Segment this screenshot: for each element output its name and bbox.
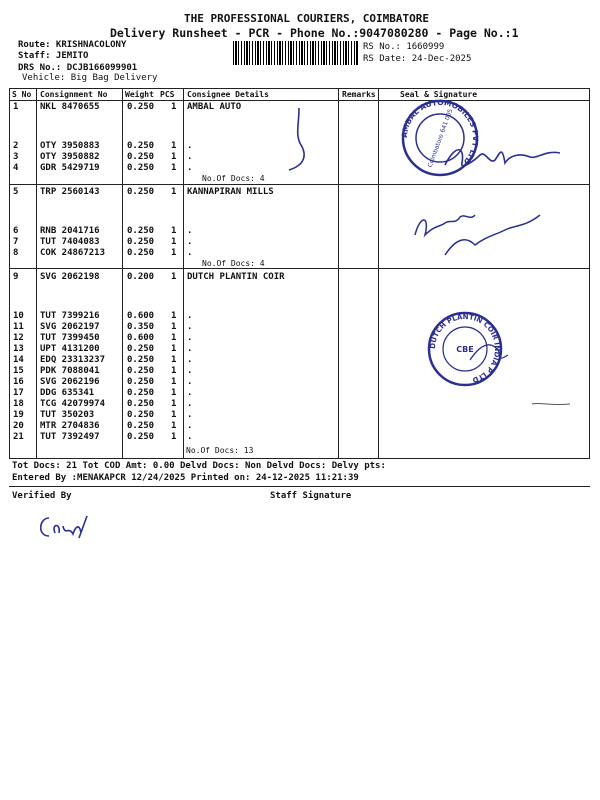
drs-number: DRS No.: DCJB166099901 <box>18 63 138 73</box>
row-weight: 0.250 <box>127 344 155 354</box>
row-dot: . <box>187 388 193 398</box>
table-bottom-rule <box>9 458 590 459</box>
row-weight: 0.250 <box>127 421 155 431</box>
row-sno: 6 <box>13 226 19 236</box>
page-title: Delivery Runsheet - PCR - Phone No.:9047080280 - Page No.:1 <box>110 26 519 40</box>
row-pcs: 1 <box>171 355 177 365</box>
row-consignment: TUT 350203 <box>40 410 95 420</box>
staff-signature-label: Staff Signature <box>270 491 352 501</box>
row-dot: . <box>187 333 193 343</box>
row-dot: . <box>187 344 193 354</box>
margin-mark <box>530 398 575 410</box>
row-pcs: 1 <box>171 377 177 387</box>
signature-scribble <box>285 105 315 175</box>
row-consignment: RNB 2041716 <box>40 226 100 236</box>
signature-scribble <box>440 135 570 180</box>
col-header-pcs: PCS <box>160 90 175 99</box>
consignee-name: DUTCH PLANTIN COIR <box>187 272 285 282</box>
row-weight: 0.250 <box>127 187 155 197</box>
row-consignment: GDR 5429719 <box>40 163 100 173</box>
row-pcs: 1 <box>171 388 177 398</box>
row-weight: 0.200 <box>127 272 155 282</box>
row-consignment: DDG 635341 <box>40 388 95 398</box>
row-pcs: 1 <box>171 187 177 197</box>
row-consignment: COK 24867213 <box>40 248 106 258</box>
row-dot: . <box>187 366 193 376</box>
col-header-remarks: Remarks <box>342 90 376 99</box>
row-pcs: 1 <box>171 333 177 343</box>
row-weight: 0.250 <box>127 141 155 151</box>
row-weight: 0.250 <box>127 237 155 247</box>
row-sno: 7 <box>13 237 19 247</box>
row-dot: . <box>187 163 193 173</box>
row-sno: 14 <box>13 355 24 365</box>
table-top-rule <box>9 88 590 89</box>
row-consignment: SVG 2062197 <box>40 322 100 332</box>
row-sno: 12 <box>13 333 24 343</box>
row-sno: 9 <box>13 272 19 282</box>
row-consignment: NKL 8470655 <box>40 102 100 112</box>
row-sno: 2 <box>13 141 19 151</box>
row-dot: . <box>187 355 193 365</box>
row-consignment: TUT 7392497 <box>40 432 100 442</box>
row-pcs: 1 <box>171 141 177 151</box>
row-pcs: 1 <box>171 152 177 162</box>
row-consignment: TUT 7399450 <box>40 333 100 343</box>
row-weight: 0.250 <box>127 388 155 398</box>
row-dot: . <box>187 432 193 442</box>
row-pcs: 1 <box>171 272 177 282</box>
row-weight: 0.250 <box>127 248 155 258</box>
ambal-stamp-ring-text: AMBAL AUTOMOBILES PVT LTD <box>399 98 481 167</box>
row-weight: 0.250 <box>127 152 155 162</box>
footer-rule <box>9 486 590 487</box>
table-row <box>0 410 600 421</box>
row-sno: 15 <box>13 366 24 376</box>
row-weight: 0.250 <box>127 163 155 173</box>
row-pcs: 1 <box>171 163 177 173</box>
no-of-docs: No.Of Docs: 13 <box>186 446 254 455</box>
row-sno: 8 <box>13 248 19 258</box>
row-sno: 11 <box>13 322 24 332</box>
dutch-stamp-center-text: CBE <box>456 345 474 354</box>
no-of-docs: No.Of Docs: 4 <box>202 174 265 183</box>
row-weight: 0.350 <box>127 322 155 332</box>
row-dot: . <box>187 410 193 420</box>
row-sno: 5 <box>13 187 19 197</box>
row-weight: 0.250 <box>127 410 155 420</box>
row-pcs: 1 <box>171 226 177 236</box>
row-sno: 19 <box>13 410 24 420</box>
row-consignment: TCG 42079974 <box>40 399 106 409</box>
table-row <box>0 421 600 432</box>
row-pcs: 1 <box>171 399 177 409</box>
dutch-seal-stamp <box>420 305 520 390</box>
row-pcs: 1 <box>171 410 177 420</box>
row-sno: 18 <box>13 399 24 409</box>
row-dot: . <box>187 399 193 409</box>
row-weight: 0.250 <box>127 377 155 387</box>
row-weight: 0.600 <box>127 311 155 321</box>
row-dot: . <box>187 311 193 321</box>
row-sno: 17 <box>13 388 24 398</box>
row-sno: 4 <box>13 163 19 173</box>
row-dot: . <box>187 237 193 247</box>
row-dot: . <box>187 141 193 151</box>
row-consignment: EDQ 23313237 <box>40 355 106 365</box>
row-weight: 0.250 <box>127 102 155 112</box>
col-header-consignee: Consignee Details <box>187 90 269 99</box>
col-header-seal: Seal & Signature <box>400 90 478 99</box>
row-dot: . <box>187 152 193 162</box>
table-row <box>0 432 600 443</box>
rs-date: RS Date: 24-Dec-2025 <box>363 54 472 64</box>
row-dot: . <box>187 377 193 387</box>
row-consignment: TRP 2560143 <box>40 187 100 197</box>
col-header-sno: S No <box>12 90 32 99</box>
verified-by-label: Verified By <box>12 491 72 501</box>
row-sno: 10 <box>13 311 24 321</box>
row-dot: . <box>187 226 193 236</box>
row-dot: . <box>187 322 193 332</box>
totals-line: Tot Docs: 21 Tot COD Amt: 0.00 Delvd Docs: Non Delvd Docs: Delvy pts: <box>12 461 386 471</box>
table-row <box>0 272 600 283</box>
row-weight: 0.250 <box>127 226 155 236</box>
group-separator <box>9 184 590 185</box>
row-weight: 0.250 <box>127 355 155 365</box>
row-pcs: 1 <box>171 311 177 321</box>
row-consignment: TUT 7399216 <box>40 311 100 321</box>
row-consignment: OTY 3950883 <box>40 141 100 151</box>
row-pcs: 1 <box>171 248 177 258</box>
row-sno: 16 <box>13 377 24 387</box>
row-pcs: 1 <box>171 432 177 442</box>
row-sno: 21 <box>13 432 24 442</box>
consignee-name: KANNAPIRAN MILLS <box>187 187 274 197</box>
dutch-stamp-ring-text: DUTCH PLANTIN COIR INDIA P LTD <box>428 312 502 384</box>
row-dot: . <box>187 421 193 431</box>
row-pcs: 1 <box>171 237 177 247</box>
col-header-weight: Weight <box>125 90 154 99</box>
row-pcs: 1 <box>171 102 177 112</box>
row-sno: 1 <box>13 102 19 112</box>
col-header-consignment: Consignment No <box>40 90 108 99</box>
group-separator <box>9 268 590 269</box>
row-pcs: 1 <box>171 344 177 354</box>
row-pcs: 1 <box>171 322 177 332</box>
signature-scribble <box>410 195 560 265</box>
vehicle-label: Vehicle: Big Bag Delivery <box>22 73 158 83</box>
barcode <box>233 41 358 65</box>
row-weight: 0.250 <box>127 366 155 376</box>
ambal-stamp-center-text: Coimbatore 641 005 <box>426 108 455 169</box>
company-name: THE PROFESSIONAL COURIERS, COIMBATORE <box>184 12 430 25</box>
verifier-signature <box>35 508 95 543</box>
row-consignment: TUT 7404083 <box>40 237 100 247</box>
rs-number: RS No.: 1660999 <box>363 42 445 52</box>
row-consignment: MTR 2704836 <box>40 421 100 431</box>
row-weight: 0.600 <box>127 333 155 343</box>
row-pcs: 1 <box>171 421 177 431</box>
row-weight: 0.250 <box>127 432 155 442</box>
staff-label: Staff: JEMITO <box>18 51 89 61</box>
no-of-docs: No.Of Docs: 4 <box>202 259 265 268</box>
row-consignment: PDK 7088041 <box>40 366 100 376</box>
row-sno: 13 <box>13 344 24 354</box>
consignee-name: AMBAL AUTO <box>187 102 242 112</box>
row-pcs: 1 <box>171 366 177 376</box>
row-dot: . <box>187 248 193 258</box>
row-consignment: OTY 3950882 <box>40 152 100 162</box>
table-row <box>0 399 600 410</box>
row-consignment: UPT 4131200 <box>40 344 100 354</box>
route-label: Route: KRISHNACOLONY <box>18 40 127 50</box>
row-consignment: SVG 2062196 <box>40 377 100 387</box>
row-weight: 0.250 <box>127 399 155 409</box>
row-consignment: SVG 2062198 <box>40 272 100 282</box>
row-sno: 3 <box>13 152 19 162</box>
row-sno: 20 <box>13 421 24 431</box>
entered-by-line: Entered By :MENAKAPCR 12/24/2025 Printed on: 24-12-2025 11:21:39 <box>12 473 359 483</box>
